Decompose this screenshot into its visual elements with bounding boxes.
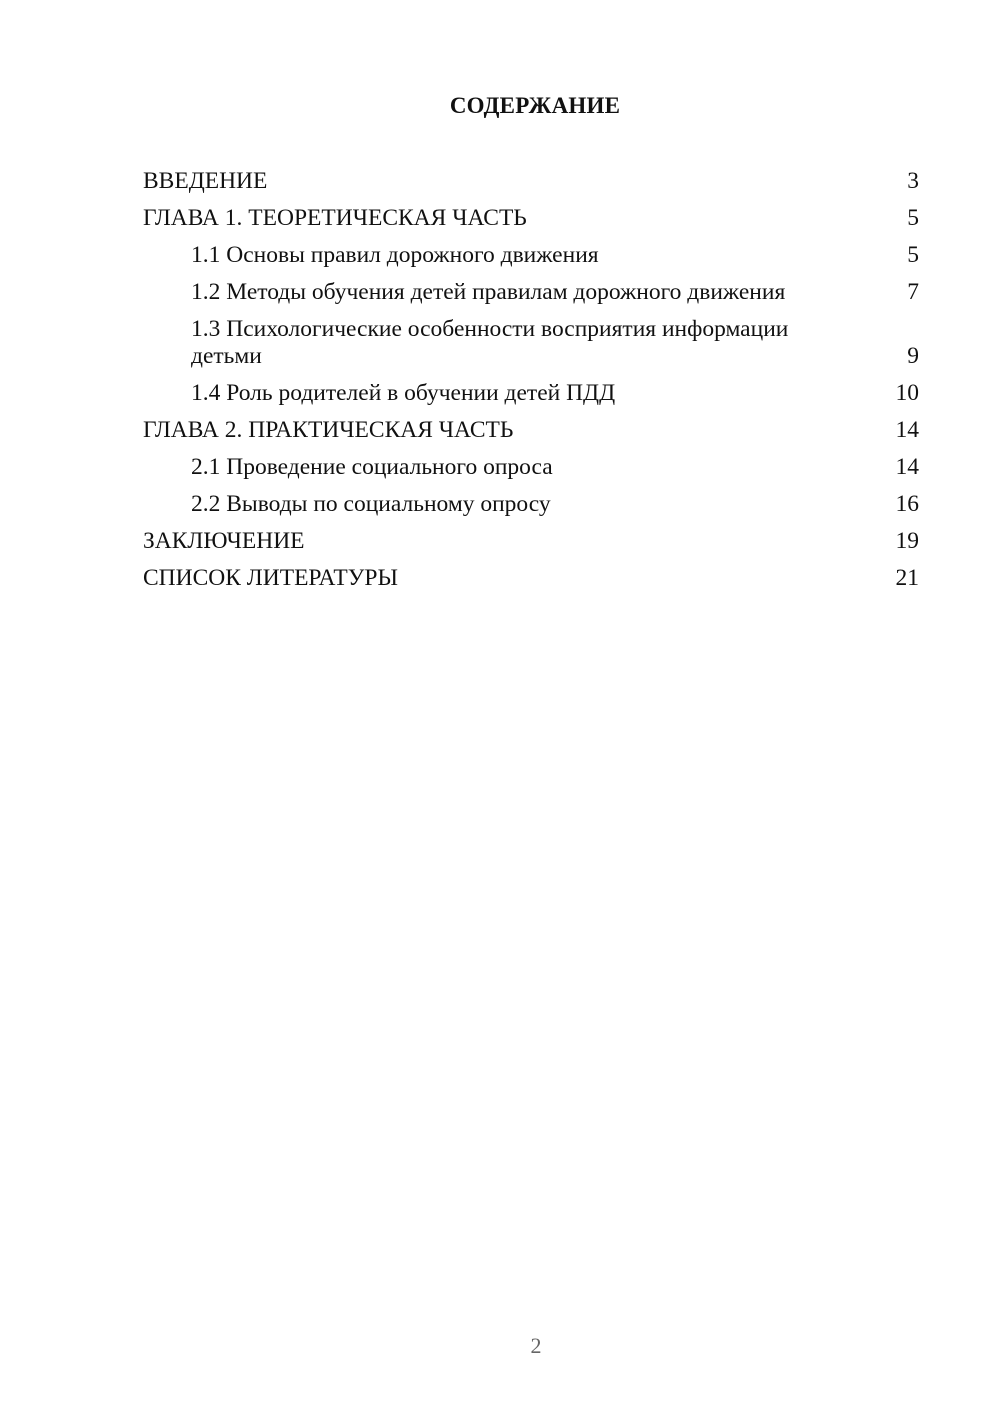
- toc-entry-chapter-1[interactable]: [143, 205, 919, 232]
- toc-entry-section-1-3[interactable]: [143, 316, 919, 370]
- toc-entry-label: 1.4 Роль родителей в обучении детей ПДД: [191, 380, 616, 406]
- toc-entry-page: 19: [895, 528, 919, 554]
- toc-entry-label: ГЛАВА 1. ТЕОРЕТИЧЕСКАЯ ЧАСТЬ: [143, 205, 527, 231]
- toc-entry-section-1-1[interactable]: [143, 242, 919, 269]
- toc-entry-page: 3: [907, 168, 919, 194]
- toc-entry-label: ЗАКЛЮЧЕНИЕ: [143, 528, 305, 554]
- toc-entry-page: 21: [895, 565, 919, 591]
- toc-entry-section-1-2[interactable]: [143, 279, 919, 306]
- toc-entry-bibliography[interactable]: [143, 565, 919, 592]
- toc-entry-label: ВВЕДЕНИЕ: [143, 168, 268, 194]
- toc-entry-section-2-2[interactable]: [143, 491, 919, 518]
- toc-entry-label: 1.1 Основы правил дорожного движения: [191, 242, 599, 268]
- toc-entry-conclusion[interactable]: [143, 528, 919, 555]
- toc-entry-page: 16: [895, 491, 919, 517]
- toc-entry-page: 9: [907, 343, 919, 369]
- toc-entry-section-2-1[interactable]: [143, 454, 919, 481]
- toc-entry-page: 14: [895, 454, 919, 480]
- toc-entry-label: 1.2 Методы обучения детей правилам дорожного движения: [191, 279, 786, 305]
- toc-entry-introduction[interactable]: [143, 168, 919, 195]
- toc-entry-page: 5: [907, 242, 919, 268]
- toc-entry-label: 2.2 Выводы по социальному опросу: [191, 491, 551, 517]
- toc-entry-page: 7: [907, 279, 919, 305]
- toc-entry-label: 1.3 Психологические особенности восприятия информации детьми: [191, 316, 789, 369]
- page-number: 2: [530, 1333, 542, 1358]
- toc-entry-label: 2.1 Проведение социального опроса: [191, 454, 553, 480]
- toc-entry-page: 5: [907, 205, 919, 231]
- toc-entry-page: 10: [895, 380, 919, 406]
- toc-entry-page: 14: [895, 417, 919, 443]
- toc-heading: СОДЕРЖАНИЕ: [449, 93, 621, 118]
- toc-entry-label: СПИСОК ЛИТЕРАТУРЫ: [143, 565, 398, 591]
- table-of-contents: [143, 168, 919, 602]
- toc-entry-label: ГЛАВА 2. ПРАКТИЧЕСКАЯ ЧАСТЬ: [143, 417, 514, 443]
- toc-entry-chapter-2[interactable]: [143, 417, 919, 444]
- toc-entry-section-1-4[interactable]: [143, 380, 919, 407]
